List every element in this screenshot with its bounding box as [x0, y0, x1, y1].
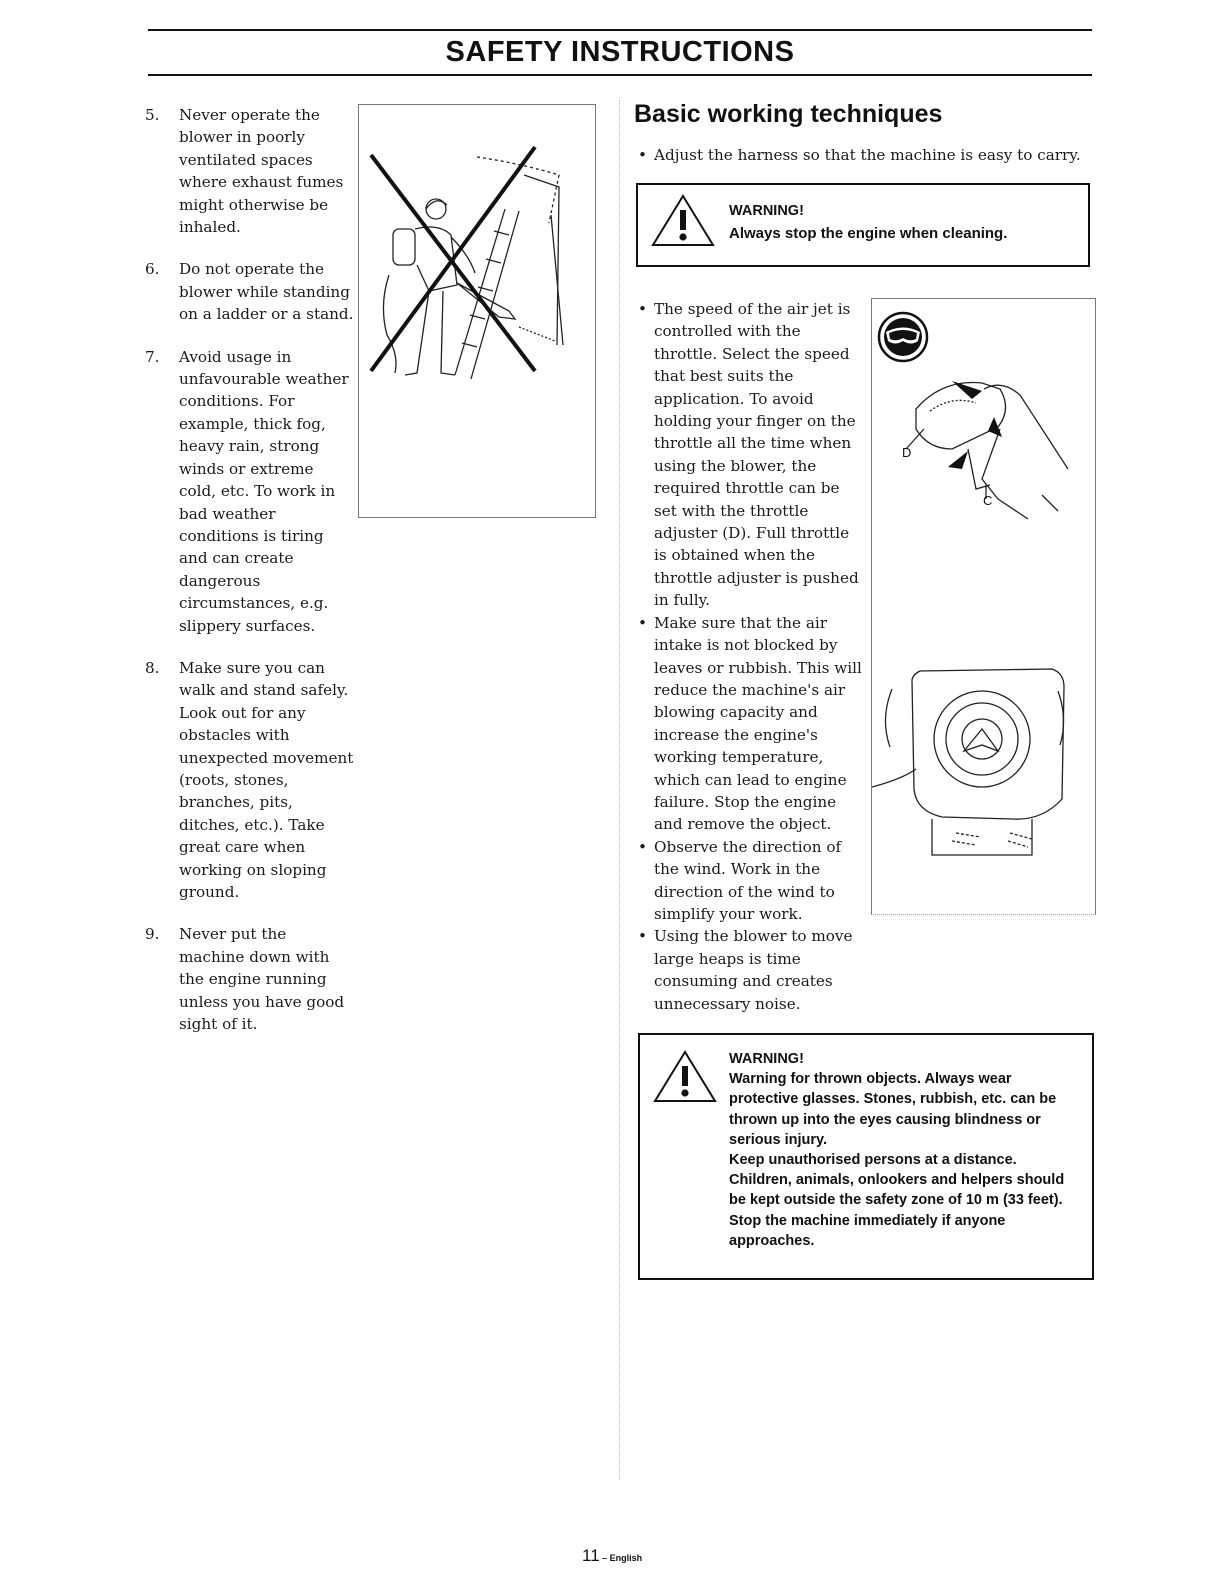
- eye-protection-icon: [879, 313, 927, 361]
- page-title: SAFETY INSTRUCTIONS: [445, 36, 795, 68]
- ladder-illustration: [359, 105, 595, 517]
- item-number: 8.: [145, 658, 160, 677]
- page-language: – English: [599, 1553, 643, 1563]
- warning-box-thrown-objects: [638, 1033, 1094, 1280]
- item-number: 7.: [145, 347, 160, 366]
- list-item: [145, 104, 355, 238]
- list-item: [145, 346, 355, 637]
- warning-title: WARNING!: [729, 1051, 804, 1067]
- intro-bullet: • Adjust the harness so that the machine is easy to carry.: [634, 144, 1114, 166]
- item-text: Never put the machine down with the engine running unless you have good sight of it.: [179, 925, 345, 1034]
- item-text: Never operate the blower in poorly ventilated spaces where exhaust fumes might otherwise be inhaled.: [179, 106, 344, 237]
- warning-triangle-icon: [650, 193, 716, 249]
- page-footer: [582, 1546, 642, 1566]
- warning-title: WARNING!: [729, 203, 804, 219]
- list-item: • Using the blower to move large heaps is time consuming and creates unnecessary noise.: [634, 925, 862, 1015]
- item-number: 9.: [145, 925, 160, 944]
- label-d: D: [902, 445, 912, 460]
- column-divider: [619, 100, 620, 1480]
- label-c: C: [983, 493, 993, 508]
- safety-list: [145, 104, 355, 1055]
- warning-box: [636, 183, 1090, 267]
- page-number: 11: [582, 1546, 600, 1565]
- item-number: 6.: [145, 260, 160, 279]
- item-text: Do not operate the blower while standing on a ladder or a stand.: [179, 260, 354, 324]
- item-text: Avoid usage in unfavourable weather conditions. For example, thick fog, heavy rain, strong winds or extreme cold, etc. To work in bad weather conditions is tiring and can create dangerous circumstances, e.g. slippery surfaces.: [179, 347, 349, 635]
- item-text: Make sure you can walk and stand safely. Look out for any obstacles with unexpected movement (roots, stones, branches, pits, ditches, etc.). Take great care when working on sloping ground.: [179, 658, 354, 901]
- ladder-prohibited-figure: [358, 104, 596, 518]
- list-item: [145, 258, 355, 325]
- warning-text: Always stop the engine when cleaning.: [729, 225, 1008, 242]
- list-item: • The speed of the air jet is controlled with the throttle. Select the speed that best suits the application. To avoid holding your finger on the throttle all the time when using the blower, the required throttle can be set with the throttle adjuster (D). Full throttle is obtained when the throttle adjuster is pushed in fully.: [634, 298, 862, 612]
- blower-illustration: [872, 299, 1095, 914]
- list-item: • Make sure that the air intake is not blocked by leaves or rubbish. This will reduce the machine's air blowing capacity and increase the engine's working temperature, which can lead to engine failure. Stop the engine and remove the object.: [634, 612, 862, 836]
- warning-text: Keep unauthorised persons at a distance. Children, animals, onlookers and helpers should be kept outside the safety zone of 10 m (33 feet). Stop the machine immediately if anyone approaches.: [729, 1152, 1065, 1249]
- list-item: [145, 923, 355, 1035]
- list-item: • Observe the direction of the wind. Work in the direction of the wind to simplify your work.: [634, 836, 862, 926]
- page-header: [148, 29, 1092, 76]
- section-title: Basic working techniques: [634, 100, 943, 128]
- item-number: 5.: [145, 106, 160, 124]
- list-item: [145, 657, 355, 903]
- warning-triangle-icon: [652, 1049, 718, 1105]
- technique-list: [634, 298, 862, 1015]
- warning-text: Warning for thrown objects. Always wear protective glasses. Stones, rubbish, etc. can be thrown up into the eyes causing blindness or serious injury.: [729, 1071, 1057, 1148]
- throttle-and-intake-figure: [871, 298, 1096, 915]
